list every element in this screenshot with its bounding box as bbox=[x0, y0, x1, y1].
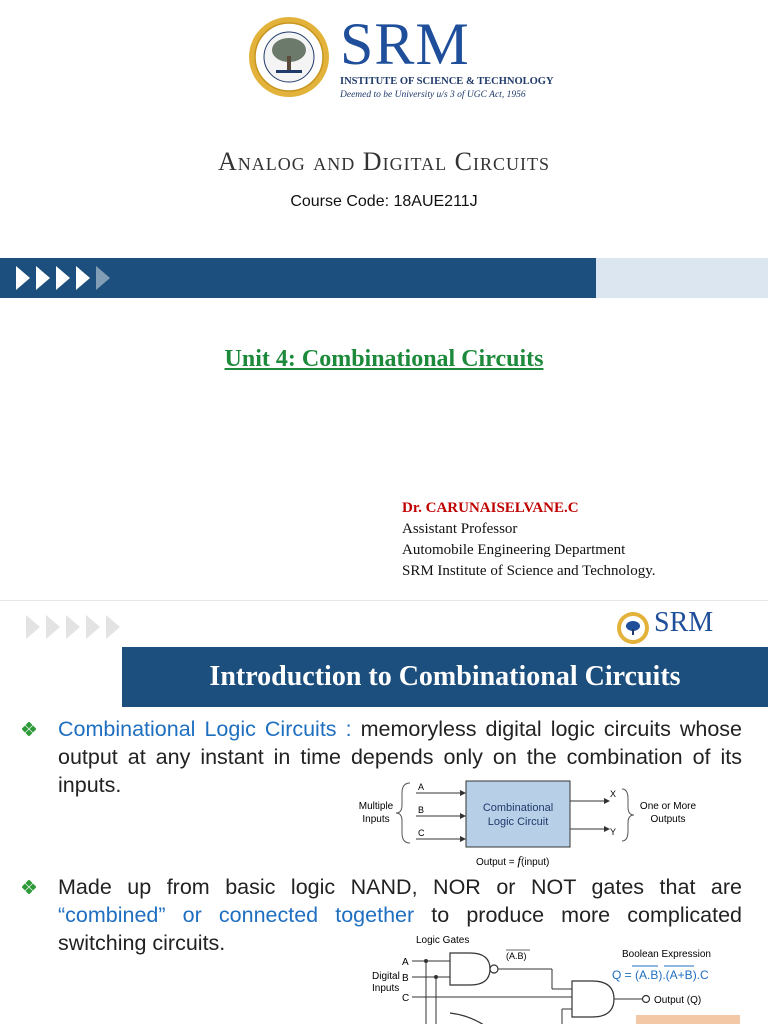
logic-gates-heading: Logic Gates bbox=[416, 935, 470, 946]
gate-input-b: B bbox=[402, 973, 409, 984]
diagram-left-label-2: Inputs bbox=[362, 814, 390, 825]
course-code: Course Code: 18AUE211J bbox=[290, 193, 478, 210]
gate-input-c: C bbox=[402, 993, 410, 1004]
output-q-label: Output (Q) bbox=[654, 995, 702, 1006]
diagram-input-c: C bbox=[418, 828, 425, 838]
author-name: Dr. CARUNAISELVANE.C bbox=[402, 500, 579, 516]
srm-wordmark: SRM bbox=[654, 607, 714, 638]
gate-input-a: A bbox=[402, 957, 409, 968]
digital-inputs-label-2: Inputs bbox=[372, 983, 400, 994]
chevron-arrows-icon bbox=[16, 266, 116, 290]
intro-slide bbox=[0, 600, 768, 1024]
diamond-bullet-icon bbox=[22, 722, 36, 736]
unit-title: Unit 4: Combinational Circuits bbox=[224, 346, 544, 372]
digital-inputs-label-1: Digital bbox=[372, 971, 400, 982]
logo-subtitle: INSTITUTE OF SCIENCE & TECHNOLOGY bbox=[340, 76, 554, 87]
diagram-left-label-1: Multiple bbox=[358, 801, 394, 812]
diagram-input-b: B bbox=[418, 805, 425, 815]
diagram-right-label-1: One or More bbox=[639, 801, 697, 812]
bullet-term: Combinational Logic Circuits : bbox=[58, 717, 352, 741]
srm-mini-logo bbox=[616, 609, 736, 649]
author-institute: SRM Institute of Science and Technology. bbox=[402, 563, 656, 579]
slide-title-bar bbox=[122, 647, 768, 707]
diagram-output-y: Y bbox=[610, 827, 617, 837]
nand-gate-label: (A.B) bbox=[506, 951, 527, 961]
logo-tagline: Deemed to be University u/s 3 of UGC Act, 1956 bbox=[340, 90, 526, 100]
bullet-text-b: to produce more complicated switching circuits. bbox=[58, 903, 742, 955]
bullet-text-a: Made up from basic logic NAND, NOR or NOT gates that are bbox=[58, 875, 742, 899]
band-accent bbox=[596, 258, 768, 298]
course-title: Analog and Digital Circuits bbox=[218, 147, 550, 176]
decorative-band bbox=[0, 258, 768, 298]
srm-wordmark: SRM bbox=[340, 11, 470, 77]
slide-title: Introduction to Combinational Circuits bbox=[209, 661, 681, 692]
boolean-heading: Boolean Expression bbox=[622, 949, 711, 960]
srm-logo bbox=[248, 11, 554, 106]
author-department: Automobile Engineering Department bbox=[402, 542, 626, 558]
author-block bbox=[402, 498, 656, 582]
diagram-right-label-2: Outputs bbox=[650, 814, 686, 825]
diagram-box-line1: Combinational bbox=[482, 802, 554, 814]
diamond-bullet-icon bbox=[22, 880, 36, 894]
srm-seal-icon bbox=[616, 611, 650, 645]
logic-gates-diagram bbox=[352, 929, 752, 1024]
diagram-box-line2: Logic Circuit bbox=[487, 816, 549, 828]
boolean-expression: Q = (A.B).(A+B).C bbox=[612, 968, 709, 982]
srm-seal-icon bbox=[248, 16, 330, 98]
diagram-formula: Output = f(input) bbox=[476, 853, 550, 868]
bullet-highlight: “combined” or connected together bbox=[58, 903, 415, 927]
bullet-text: memoryless digital logic circuits whose output at any instant in time depends only on the combination of its inputs. bbox=[58, 717, 742, 797]
combinational-block-diagram bbox=[352, 779, 712, 871]
diagram-input-a: A bbox=[418, 782, 425, 792]
diagram-output-x: X bbox=[610, 789, 617, 799]
chevron-arrows-icon bbox=[26, 615, 126, 639]
author-role: Assistant Professor bbox=[402, 521, 518, 537]
